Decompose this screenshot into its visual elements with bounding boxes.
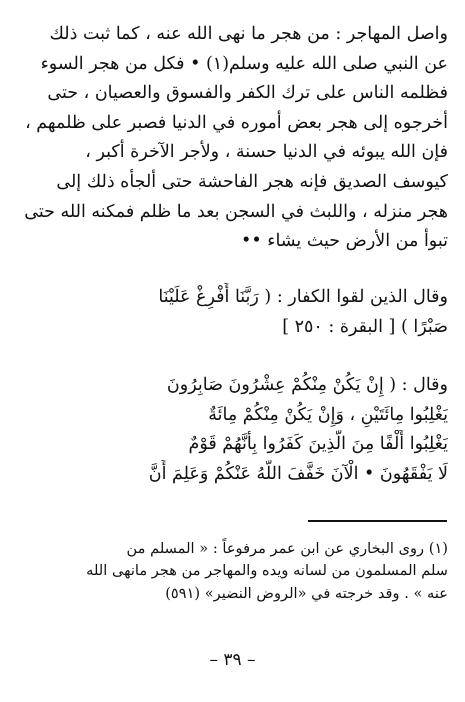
- paragraph-quran-quote-1: [18, 283, 448, 342]
- text-line: فإن الله يبوئه في الدنيا حسنة ، ولأجر الآخرة أكبر ،: [85, 142, 448, 163]
- text-line: وقال الذين لقوا الكفار : ( رَبَّنَا أَفْرِغْ عَلَيْنَا: [158, 287, 448, 307]
- footnote-divider: [308, 520, 447, 522]
- text-line: واصل المهاجر : من هجر ما نهى الله عنه ، كما ثبت ذلك: [49, 24, 448, 44]
- text-line: صَبْرًا ) [ البقرة : ٢٥٠ ]: [282, 316, 448, 337]
- footnote-line: (١) روى البخاري عن ابن عمر مرفوعاً : « المسلم من: [126, 540, 448, 557]
- page-number: – ٣٩ –: [209, 650, 256, 670]
- footnote-line: عنه » . وقد خرجته في «الروض النضير» (٥٩١): [165, 584, 448, 602]
- paragraph-quran-quote-2: [18, 371, 448, 489]
- text-line: كيوسف الصديق فإنه هجر الفاحشة حتى ألجأه ذلك إلى: [56, 171, 448, 192]
- text-line: وقال : ( إِنْ يَكُنْ مِنْكُمْ عِشْرُونَ صَابِرُونَ: [166, 375, 448, 395]
- footnote-line: سلم المسلمون من لسانه ويده والمهاجر من هجر مانهى الله: [86, 562, 448, 580]
- paragraph-hijra: [18, 20, 448, 257]
- text-line: أخرجوه إلى هجر بعض أموره في الدنيا فصبر على ظلمهم ،: [25, 112, 448, 133]
- text-line: يَغْلِبُوا مِائَتَيْنِ ، وَإِنْ يَكُنْ مِنْكُمْ مِائَةٌ: [208, 404, 448, 425]
- text-line: لَا يَفْقَهُونَ • الْآنَ خَفَّفَ اللَّهُ عَنْكُمْ وَعَلِمَ أَنَّ: [148, 463, 448, 484]
- text-line: يَغْلِبُوا أَلْفًا مِنَ الَّذِينَ كَفَرُوا بِأَنَّهُمْ قَوْمٌ: [188, 434, 448, 455]
- text-line: تبوأ من الأرض حيث يشاء ••: [241, 231, 448, 252]
- footnote: [18, 538, 448, 605]
- text-line: عن النبي صلى الله عليه وسلم(١) • فكل من هجر السوء: [40, 53, 448, 74]
- text-line: فظلمه الناس على ترك الكفر والفسوق والعصيان ، حتى: [47, 83, 448, 104]
- text-line: هجر منزله ، واللبث في السجن بعد ما ظلم فمكنه الله حتى: [24, 201, 448, 222]
